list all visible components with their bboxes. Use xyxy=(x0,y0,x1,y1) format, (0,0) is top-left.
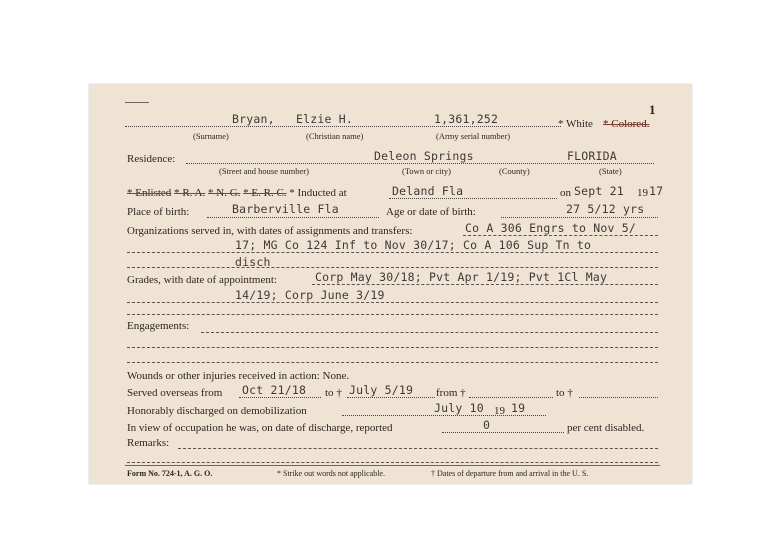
christian-name-caption: (Christian name) xyxy=(306,131,364,141)
dagger-mark-2: † xyxy=(460,387,466,399)
army-serial-value: 1,361,252 xyxy=(434,112,499,126)
grades-rule-2 xyxy=(127,302,658,303)
discharge-date: July 10 xyxy=(434,401,484,415)
remarks-rule-2 xyxy=(127,462,658,463)
ra-struck: * R. A. xyxy=(174,187,206,199)
enlisted-struck: * Enlisted xyxy=(127,187,172,199)
street-caption: (Street and house number) xyxy=(219,166,309,176)
state-caption: (State) xyxy=(599,166,622,176)
discharge-year-prefix: 19 xyxy=(494,405,505,417)
inducted-year: 17 xyxy=(649,184,664,198)
discharge-label: Honorably discharged on demobilization xyxy=(127,405,307,417)
inducted-place: Deland Fla xyxy=(392,184,464,198)
grades-line-1: Corp May 30/18; Pvt Apr 1/19; Pvt 1Cl May xyxy=(315,270,608,284)
on-label: on xyxy=(560,187,571,199)
residence-town: Deleon Springs xyxy=(374,149,474,163)
overseas-to-text: to xyxy=(325,387,334,399)
organizations-rule-1 xyxy=(463,235,658,236)
grades-line-2: 14/19; Corp June 3/19 xyxy=(235,288,385,302)
dagger-mark: † xyxy=(336,387,342,399)
inducted-line xyxy=(389,198,557,199)
place-of-birth-value: Barberville Fla xyxy=(232,202,339,216)
inducted-label: * Inducted at xyxy=(289,187,347,199)
remarks-label: Remarks: xyxy=(127,437,170,449)
service-record-card xyxy=(89,84,692,484)
surname-value: Bryan, xyxy=(232,112,275,126)
top-left-rule xyxy=(125,102,149,103)
page-number: 1 xyxy=(649,102,656,117)
strike-note: * Strike out words not applicable. xyxy=(277,469,385,478)
surname-caption: (Surname) xyxy=(193,131,229,141)
overseas-to-label xyxy=(325,387,342,399)
name-line xyxy=(125,126,561,127)
ng-struck: * N. G. xyxy=(208,187,241,199)
overseas-from-date: Oct 21/18 xyxy=(242,383,307,397)
remarks-rule-1 xyxy=(178,448,658,449)
grades-label: Grades, with date of appointment: xyxy=(127,274,277,286)
grades-rule-3 xyxy=(127,314,658,315)
disability-line xyxy=(442,432,564,433)
dagger-mark-3: † xyxy=(567,387,573,399)
residence-line xyxy=(186,163,654,164)
organizations-rule-3 xyxy=(127,267,658,268)
disability-label: In view of occupation he was, on date of discharge, reported xyxy=(127,422,393,434)
overseas-to2-label xyxy=(556,387,573,399)
inducted-year-prefix: 19 xyxy=(637,187,648,199)
form-number: Form No. 724-1, A. G. O. xyxy=(127,469,213,478)
age-value: 27 5/12 yrs xyxy=(566,202,645,216)
organizations-line-2: 17; MG Co 124 Inf to Nov 30/17; Co A 106 Sup Tn to xyxy=(235,238,592,252)
county-caption: (County) xyxy=(499,166,530,176)
grades-rule-1 xyxy=(312,284,658,285)
overseas-from2-label xyxy=(436,387,466,399)
engagements-label: Engagements: xyxy=(127,320,190,332)
organizations-label: Organizations served in, with dates of assignments and transfers: xyxy=(127,225,413,237)
race-white: * White xyxy=(558,118,593,130)
residence-label: Residence: xyxy=(127,153,176,165)
enlistment-row xyxy=(127,187,347,199)
inducted-date: Sept 21 xyxy=(574,184,624,198)
dates-note: † Dates of departure from and arrival in the U. S. xyxy=(431,469,589,478)
overseas-label: Served overseas from xyxy=(127,387,223,399)
birth-line xyxy=(207,217,379,218)
residence-state: FLORIDA xyxy=(567,149,617,163)
engagements-rule-2 xyxy=(127,347,658,348)
overseas-from-line xyxy=(239,397,321,398)
disability-value: 0 xyxy=(483,418,491,432)
overseas-to-line xyxy=(347,397,435,398)
engagements-rule-3 xyxy=(127,362,658,363)
footer-rule xyxy=(125,465,660,466)
organizations-rule-2 xyxy=(127,252,658,253)
wounds-label: Wounds or other injuries received in action: None. xyxy=(127,370,350,382)
engagements-rule-1 xyxy=(201,332,658,333)
overseas-to2-line xyxy=(579,397,658,398)
race-colored: * Colored. xyxy=(603,118,650,130)
disability-suffix: per cent disabled. xyxy=(567,422,645,434)
overseas-from2-text: from xyxy=(436,387,458,399)
place-of-birth-label: Place of birth: xyxy=(127,206,190,218)
erc-struck: * E. R. C. xyxy=(243,187,287,199)
overseas-to-date: July 5/19 xyxy=(349,383,414,397)
discharge-year: 19 xyxy=(511,401,526,415)
discharge-line xyxy=(342,415,546,416)
age-label: Age or date of birth: xyxy=(386,206,476,218)
organizations-line-3: disch xyxy=(235,255,271,269)
organizations-line-1: Co A 306 Engrs to Nov 5/ xyxy=(465,221,636,235)
christian-name-value: Elzie H. xyxy=(296,112,353,126)
overseas-from2-line xyxy=(469,397,553,398)
serial-caption: (Army serial number) xyxy=(436,131,511,141)
overseas-to2-text: to xyxy=(556,387,565,399)
town-caption: (Town or city) xyxy=(402,166,451,176)
age-line xyxy=(501,217,658,218)
